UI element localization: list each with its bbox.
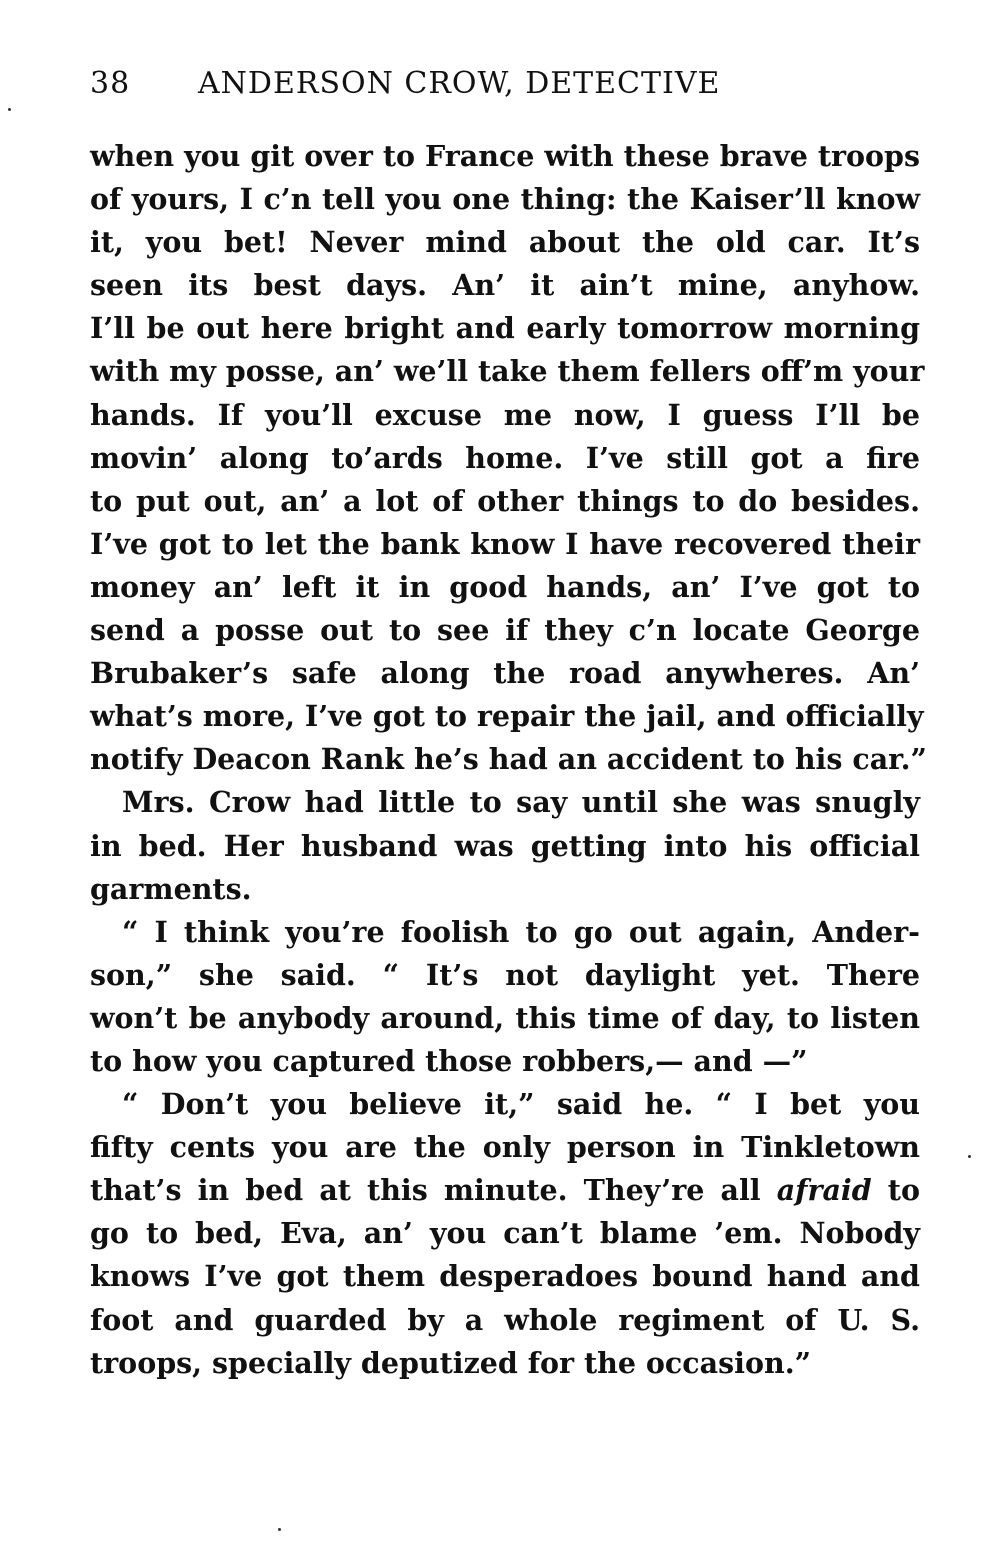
text-line: when you git over to France with these brave troops	[90, 139, 920, 173]
text-line: son,” she said. “ It’s not daylight yet. There	[90, 957, 920, 992]
page-number: 38	[90, 66, 131, 101]
text-line: fifty cents you are the only person in Tinkletown	[90, 1130, 920, 1165]
text-line: to how you captured those robbers,— and —”	[90, 1043, 808, 1078]
print-speck	[278, 1528, 281, 1531]
text-line: “ I think you’re foolish to go out again, Ander-	[122, 914, 920, 949]
text-segment: that’s in bed at this minute. They’re all	[90, 1173, 761, 1208]
text-line: I’ve got to let the bank know I have recovered their	[90, 526, 920, 561]
text-line: to put out, an’ a lot of other things to do besides.	[90, 483, 920, 518]
text-line: knows I’ve got them desperadoes bound hand and	[90, 1259, 920, 1294]
text-line: money an’ left it in good hands, an’ I’ve got to	[90, 569, 920, 604]
text-line: of yours, I c’n tell you one thing: the Kaiser’ll know	[90, 182, 920, 217]
running-head: ANDERSON CROW, DETECTIVE	[198, 66, 721, 101]
print-speck	[8, 108, 11, 111]
text-segment: to	[887, 1173, 920, 1208]
text-line: what’s more, I’ve got to repair the jail, and officially	[90, 699, 924, 734]
text-line: Mrs. Crow had little to say until she was snugly	[122, 785, 920, 820]
text-line: it, you bet! Never mind about the old car. It’s	[90, 225, 920, 260]
text-line: foot and guarded by a whole regiment of U. S.	[90, 1302, 920, 1337]
text-line: won’t be anybody around, this time of day, to listen	[90, 1000, 920, 1035]
body-text	[90, 135, 927, 1385]
page-header	[90, 66, 920, 110]
text-line: send a posse out to see if they c’n locate George	[90, 613, 920, 648]
text-line: go to bed, Eva, an’ you can’t blame ’em. Nobody	[90, 1216, 920, 1251]
text-line: “ Don’t you believe it,” said he. “ I bet you	[122, 1087, 920, 1122]
text-line: troops, specially deputized for the occasion.”	[90, 1345, 812, 1380]
text-line: movin’ along to’ards home. I’ve still got a fire	[90, 440, 920, 475]
text-line: Brubaker’s safe along the road anywheres. An’	[90, 656, 920, 691]
text-line: seen its best days. An’ it ain’t mine, anyhow.	[90, 268, 920, 303]
text-line: I’ll be out here bright and early tomorrow morning	[90, 311, 920, 346]
text-line: notify Deacon Rank he’s had an accident to his car.”	[90, 742, 927, 777]
emphasis-text: afraid	[776, 1173, 872, 1208]
text-line: in bed. Her husband was getting into his official	[90, 828, 920, 863]
text-line: garments.	[90, 871, 252, 906]
text-line: hands. If you’ll excuse me now, I guess I’ll be	[90, 397, 920, 432]
text-line-mixed	[90, 1169, 920, 1212]
print-speck	[968, 1155, 971, 1158]
text-line: with my posse, an’ we’ll take them fellers off’m your	[90, 354, 925, 389]
